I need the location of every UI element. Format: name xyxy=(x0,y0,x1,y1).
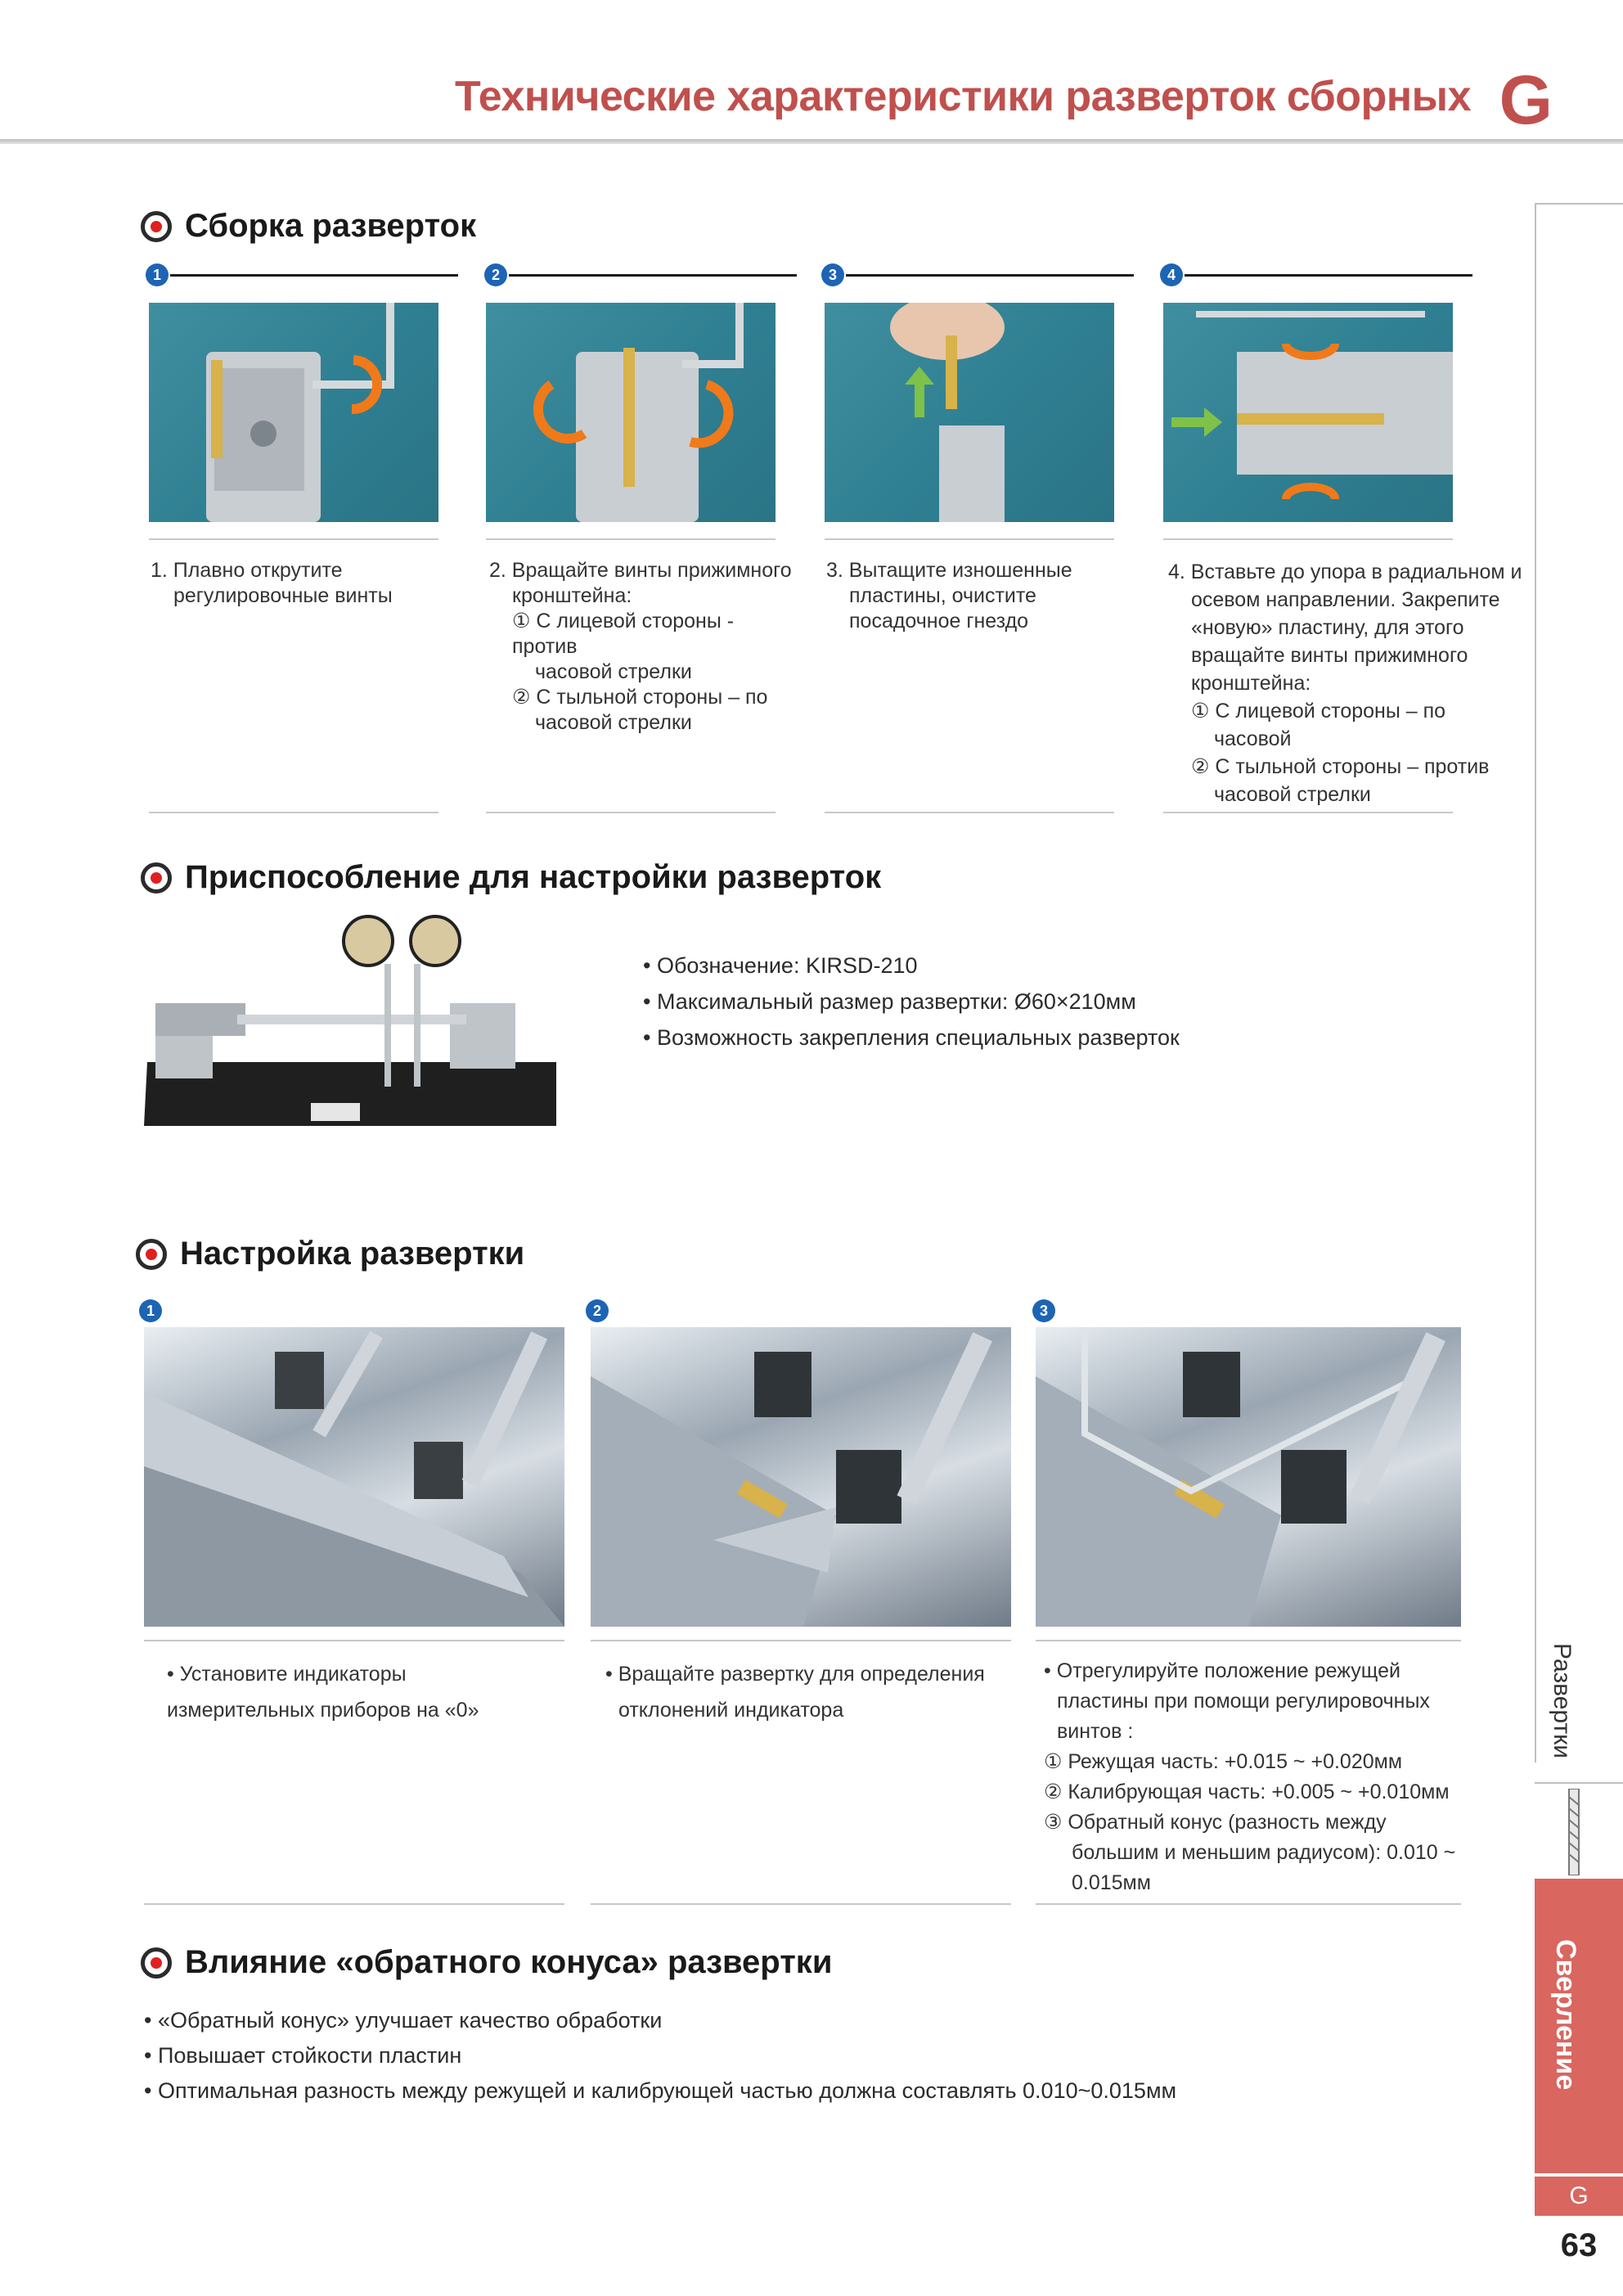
fixture-photo xyxy=(139,907,564,1131)
setup-photo-1 xyxy=(144,1327,564,1627)
page-number: 63 xyxy=(1560,2227,1598,2263)
divider xyxy=(149,538,438,540)
chapter-letter: G xyxy=(1499,61,1553,138)
section-bullet-icon xyxy=(141,862,172,894)
setup-step-badge-1: 1 xyxy=(139,1299,162,1322)
assembly-photo-3 xyxy=(825,303,1114,522)
section-bullet-icon xyxy=(141,211,172,242)
divider xyxy=(1036,1640,1461,1641)
sidebar-divider xyxy=(1535,203,1536,1763)
divider xyxy=(591,1640,1011,1641)
divider xyxy=(1163,538,1453,540)
back-taper-item: • Оптимальная разность между режущей и калибрующей частью должна составлять 0.010~0.015мм xyxy=(144,2078,1177,2103)
setup-photo-3 xyxy=(1036,1327,1461,1627)
divider xyxy=(486,812,776,813)
setup-step-badge-3: 3 xyxy=(1032,1299,1055,1322)
section-bullet-icon xyxy=(136,1239,167,1270)
section-title: Влияние «обратного конуса» развертки xyxy=(185,1944,833,1980)
section-title: Сборка разверток xyxy=(185,208,477,244)
divider xyxy=(149,812,438,813)
setup-step-text-3: • Отрегулируйте положение режущей пластины при помощи регулировочных винтов : ① Режущая часть: +0.015 ~ +0.020мм ② Калибрующая часть: +0.005 ~ +0.010мм ③ Обратный конус (разность между большим и меньшим радиусом): 0.010 ~ 0.015мм xyxy=(1044,1659,1456,1894)
section-title: Настройка развертки xyxy=(180,1236,525,1272)
sidebar-category-label: Развертки xyxy=(1549,1643,1576,1759)
page-title: Технические характеристики разверток сборных xyxy=(455,73,1471,120)
assembly-step-text-3: 3. Вытащите изношенные пластины, очистите посадочное гнездо xyxy=(826,559,1072,633)
sidebar-letter-tab: G xyxy=(1535,2177,1623,2216)
step-badge-2: 2 xyxy=(484,263,797,286)
assembly-photo-4 xyxy=(1163,303,1453,522)
fixture-spec-list xyxy=(643,948,1180,1056)
back-taper-item: • Повышает стойкости пластин xyxy=(144,2043,462,2068)
section-heading-fixture xyxy=(141,859,881,896)
assembly-photo-1 xyxy=(149,303,438,522)
step-badge-4: 4 xyxy=(1160,263,1472,286)
fixture-spec-item: • Обозначение: KIRSD-210 xyxy=(643,953,918,978)
divider xyxy=(144,1903,564,1905)
assembly-photo-2 xyxy=(486,303,776,522)
divider xyxy=(825,812,1114,813)
setup-photo-2 xyxy=(591,1327,1011,1627)
header-divider xyxy=(0,139,1623,144)
back-taper-list xyxy=(144,2003,1176,2109)
fixture-spec-item: • Максимальный размер развертки: Ø60×210мм xyxy=(643,989,1136,1014)
divider xyxy=(591,1903,1011,1905)
setup-step-text-1: • Установите индикаторы измерительных приборов на «0» xyxy=(167,1663,479,1722)
divider xyxy=(486,538,776,540)
section-heading-assembly xyxy=(141,208,476,245)
section-heading-back-taper xyxy=(141,1944,832,1981)
back-taper-item: • «Обратный конус» улучшает качество обработки xyxy=(144,2008,663,2033)
step-badge-3: 3 xyxy=(821,263,1134,286)
assembly-step-text-1: 1. Плавно открутите регулировочные винты xyxy=(151,559,393,607)
section-title: Приспособление для настройки разверток xyxy=(185,859,882,895)
assembly-step-text-2: 2. Вращайте винты прижимного кронштейна: ① С лицевой стороны - против часовой стрелки ② С тыльной стороны – по часовой стрелки xyxy=(489,559,792,734)
section-bullet-icon xyxy=(141,1947,172,1979)
reamer-icon xyxy=(1558,1789,1590,1875)
divider xyxy=(144,1640,564,1641)
divider xyxy=(825,538,1114,540)
section-heading-setup xyxy=(136,1236,524,1272)
step-badge-1: 1 xyxy=(146,263,458,286)
sidebar-rule xyxy=(1535,1782,1623,1784)
divider xyxy=(1036,1903,1461,1905)
fixture-spec-item: • Возможность закрепления специальных разверток xyxy=(643,1025,1180,1050)
setup-step-badge-2: 2 xyxy=(586,1299,609,1322)
assembly-step-text-4: 4. Вставьте до упора в радиальном и осевом направлении. Закрепите «новую» пластину, для этого вращайте винты прижимного кронштейна: ① С лицевой стороны – по часовой ② С тыльной стороны – против часовой стрелки xyxy=(1168,560,1522,806)
sidebar-top-rule xyxy=(1535,203,1623,205)
sidebar-chapter-label: Сверление xyxy=(1550,1939,1581,2091)
setup-step-text-2: • Вращайте развертку для определения отклонений индикатора xyxy=(605,1663,985,1722)
divider xyxy=(1163,812,1453,813)
